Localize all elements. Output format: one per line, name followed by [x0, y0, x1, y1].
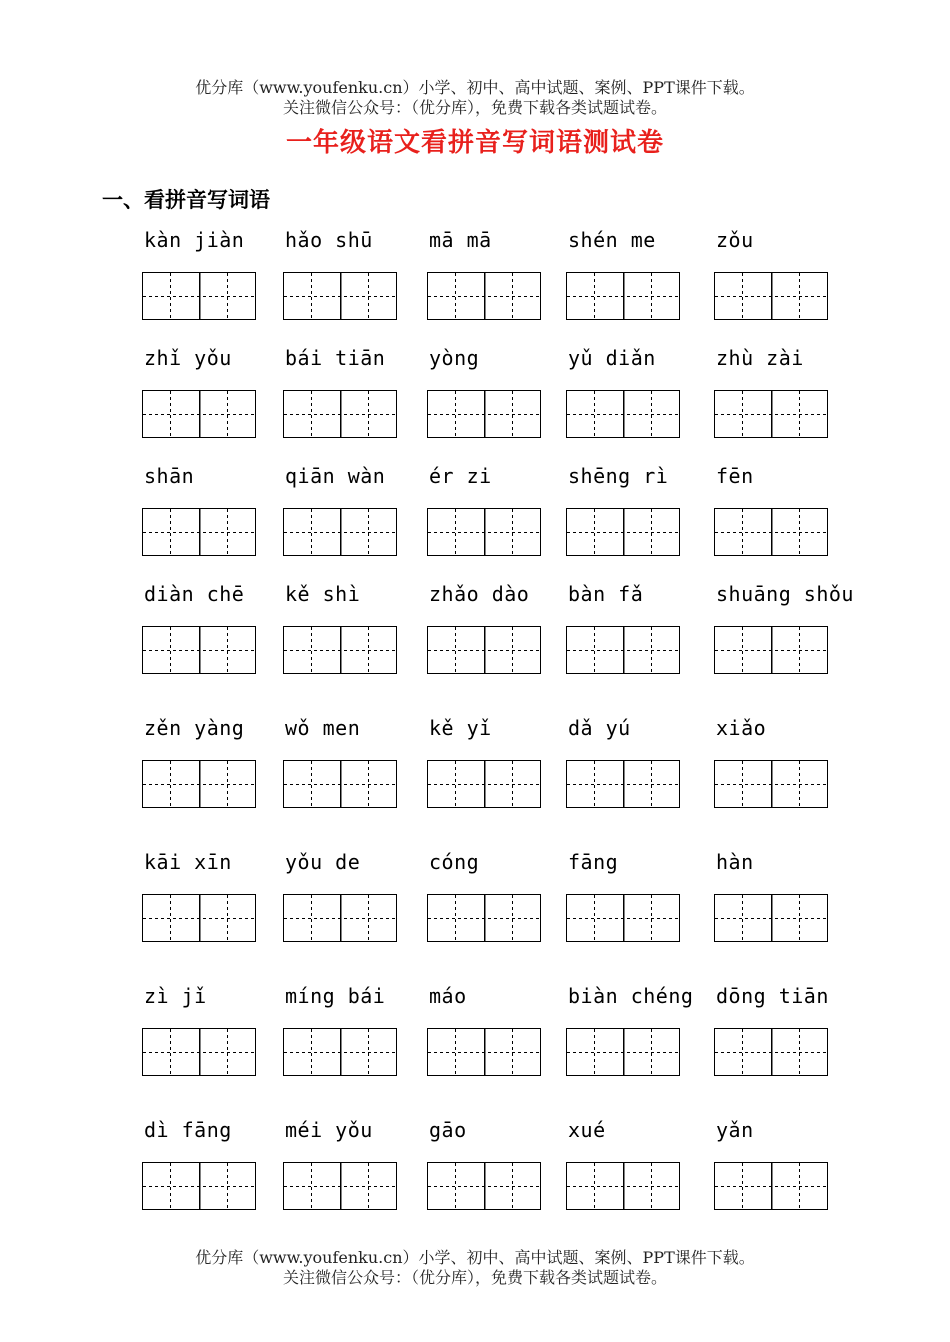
- writing-grid[interactable]: [566, 894, 680, 942]
- exercise-item: [712, 344, 857, 454]
- writing-grid[interactable]: [283, 626, 397, 674]
- writing-grid[interactable]: [566, 390, 680, 438]
- pinyin-label: gāo: [429, 1118, 467, 1142]
- writing-grid[interactable]: [566, 760, 680, 808]
- writing-grid[interactable]: [142, 894, 256, 942]
- pinyin-label: qiān wàn: [285, 464, 386, 488]
- writing-grid[interactable]: [142, 1028, 256, 1076]
- pinyin-label: xué: [568, 1118, 606, 1142]
- header-line-1: 优分库（www.youfenku.cn）小学、初中、高中试题、案例、PPT课件下载。: [195, 78, 755, 97]
- exercise-item: [425, 580, 570, 690]
- exercise-item: [140, 982, 285, 1092]
- exercise-item: [564, 344, 709, 454]
- pinyin-label: máo: [429, 984, 467, 1008]
- writing-grid[interactable]: [142, 626, 256, 674]
- exercise-item: [425, 226, 570, 336]
- pinyin-label: zhù zài: [716, 346, 804, 370]
- pinyin-label: zǒu: [716, 228, 754, 252]
- writing-grid[interactable]: [714, 508, 828, 556]
- pinyin-label: hǎo shū: [285, 228, 373, 252]
- pinyin-label: kě shì: [285, 582, 361, 606]
- pinyin-label: shén me: [568, 228, 656, 252]
- writing-grid[interactable]: [714, 894, 828, 942]
- writing-grid[interactable]: [283, 894, 397, 942]
- pinyin-label: dōng tiān: [716, 984, 829, 1008]
- exercise-item: [281, 580, 426, 690]
- pinyin-label: bàn fǎ: [568, 582, 644, 606]
- exercise-item: [281, 226, 426, 336]
- writing-grid[interactable]: [714, 1162, 828, 1210]
- exercise-item: [425, 982, 570, 1092]
- writing-grid[interactable]: [566, 1162, 680, 1210]
- pinyin-label: kàn jiàn: [144, 228, 245, 252]
- pinyin-label: yǒu de: [285, 850, 361, 874]
- exercise-item: [564, 462, 709, 572]
- pinyin-label: xiǎo: [716, 716, 767, 740]
- writing-grid[interactable]: [142, 272, 256, 320]
- exercise-item: [712, 580, 857, 690]
- pinyin-label: méi yǒu: [285, 1118, 373, 1142]
- exercise-item: [140, 226, 285, 336]
- exercise-item: [425, 714, 570, 824]
- exercise-item: [140, 714, 285, 824]
- exercise-item: [425, 1116, 570, 1226]
- exercise-item: [712, 982, 857, 1092]
- exercise-item: [564, 848, 709, 958]
- pinyin-label: dì fāng: [144, 1118, 232, 1142]
- exercise-item: [564, 580, 709, 690]
- page-footer: [0, 1248, 950, 1288]
- exercise-item: [140, 580, 285, 690]
- pinyin-label: shēng rì: [568, 464, 669, 488]
- header-line-2: 关注微信公众号：（优分库），免费下载各类试题试卷。: [282, 98, 667, 117]
- exercise-item: [140, 848, 285, 958]
- writing-grid[interactable]: [427, 894, 541, 942]
- exercise-item: [712, 848, 857, 958]
- exercise-item: [140, 344, 285, 454]
- exercise-row: [140, 462, 860, 580]
- writing-grid[interactable]: [283, 1162, 397, 1210]
- exercise-row: [140, 848, 860, 982]
- writing-grid[interactable]: [283, 760, 397, 808]
- writing-grid[interactable]: [427, 626, 541, 674]
- page-title: 一年级语文看拼音写词语测试卷: [285, 128, 664, 158]
- writing-grid[interactable]: [427, 1028, 541, 1076]
- exercise-item: [712, 462, 857, 572]
- writing-grid[interactable]: [714, 760, 828, 808]
- writing-grid[interactable]: [566, 626, 680, 674]
- exercise-grid: [140, 226, 860, 1234]
- writing-grid[interactable]: [714, 1028, 828, 1076]
- exercise-row: [140, 1116, 860, 1234]
- pinyin-label: cóng: [429, 850, 480, 874]
- pinyin-label: zěn yàng: [144, 716, 245, 740]
- writing-grid[interactable]: [283, 390, 397, 438]
- exercise-item: [712, 1116, 857, 1226]
- pinyin-label: shān: [144, 464, 195, 488]
- writing-grid[interactable]: [427, 1162, 541, 1210]
- pinyin-label: dǎ yú: [568, 716, 631, 740]
- pinyin-label: zì jǐ: [144, 984, 207, 1008]
- pinyin-label: fāng: [568, 850, 619, 874]
- writing-grid[interactable]: [427, 390, 541, 438]
- exercise-item: [281, 848, 426, 958]
- exercise-row: [140, 580, 860, 714]
- exercise-item: [281, 1116, 426, 1226]
- exercise-item: [281, 344, 426, 454]
- exercise-item: [281, 714, 426, 824]
- writing-grid[interactable]: [566, 272, 680, 320]
- pinyin-label: hàn: [716, 850, 754, 874]
- exercise-row: [140, 982, 860, 1116]
- pinyin-label: biàn chéng: [568, 984, 694, 1008]
- exercise-row: [140, 344, 860, 462]
- footer-line-1: 优分库（www.youfenku.cn）小学、初中、高中试题、案例、PPT课件下载。: [195, 1248, 755, 1267]
- pinyin-label: kě yǐ: [429, 716, 492, 740]
- writing-grid[interactable]: [142, 1162, 256, 1210]
- footer-line-2: 关注微信公众号：（优分库），免费下载各类试题试卷。: [282, 1268, 667, 1287]
- page-header: [0, 78, 950, 118]
- writing-grid[interactable]: [566, 1028, 680, 1076]
- writing-grid[interactable]: [714, 272, 828, 320]
- exercise-row: [140, 226, 860, 344]
- pinyin-label: yǔ diǎn: [568, 346, 656, 370]
- exercise-item: [564, 226, 709, 336]
- exercise-item: [712, 226, 857, 336]
- writing-grid[interactable]: [714, 390, 828, 438]
- writing-grid[interactable]: [427, 272, 541, 320]
- exercise-item: [140, 1116, 285, 1226]
- pinyin-label: wǒ men: [285, 716, 361, 740]
- pinyin-label: fēn: [716, 464, 754, 488]
- writing-grid[interactable]: [427, 760, 541, 808]
- exercise-item: [281, 462, 426, 572]
- exercise-item: [564, 1116, 709, 1226]
- writing-grid[interactable]: [142, 390, 256, 438]
- exercise-item: [564, 982, 709, 1092]
- section-title: 一、看拼音写词语: [102, 187, 270, 212]
- writing-grid[interactable]: [142, 508, 256, 556]
- pinyin-label: shuāng shǒu: [716, 582, 854, 606]
- exercise-item: [425, 344, 570, 454]
- exercise-item: [140, 462, 285, 572]
- pinyin-label: ér zi: [429, 464, 492, 488]
- writing-grid[interactable]: [142, 760, 256, 808]
- writing-grid[interactable]: [283, 272, 397, 320]
- writing-grid[interactable]: [427, 508, 541, 556]
- pinyin-label: yǎn: [716, 1118, 754, 1142]
- exercise-item: [712, 714, 857, 824]
- exercise-item: [425, 462, 570, 572]
- pinyin-label: diàn chē: [144, 582, 245, 606]
- pinyin-label: bái tiān: [285, 346, 386, 370]
- writing-grid[interactable]: [714, 626, 828, 674]
- writing-grid[interactable]: [283, 1028, 397, 1076]
- pinyin-label: míng bái: [285, 984, 386, 1008]
- exercise-item: [425, 848, 570, 958]
- pinyin-label: yòng: [429, 346, 480, 370]
- exercise-item: [564, 714, 709, 824]
- exercise-row: [140, 714, 860, 848]
- pinyin-label: zhǐ yǒu: [144, 346, 232, 370]
- pinyin-label: mā mā: [429, 228, 492, 252]
- exercise-item: [281, 982, 426, 1092]
- writing-grid[interactable]: [566, 508, 680, 556]
- pinyin-label: kāi xīn: [144, 850, 232, 874]
- pinyin-label: zhǎo dào: [429, 582, 530, 606]
- writing-grid[interactable]: [283, 508, 397, 556]
